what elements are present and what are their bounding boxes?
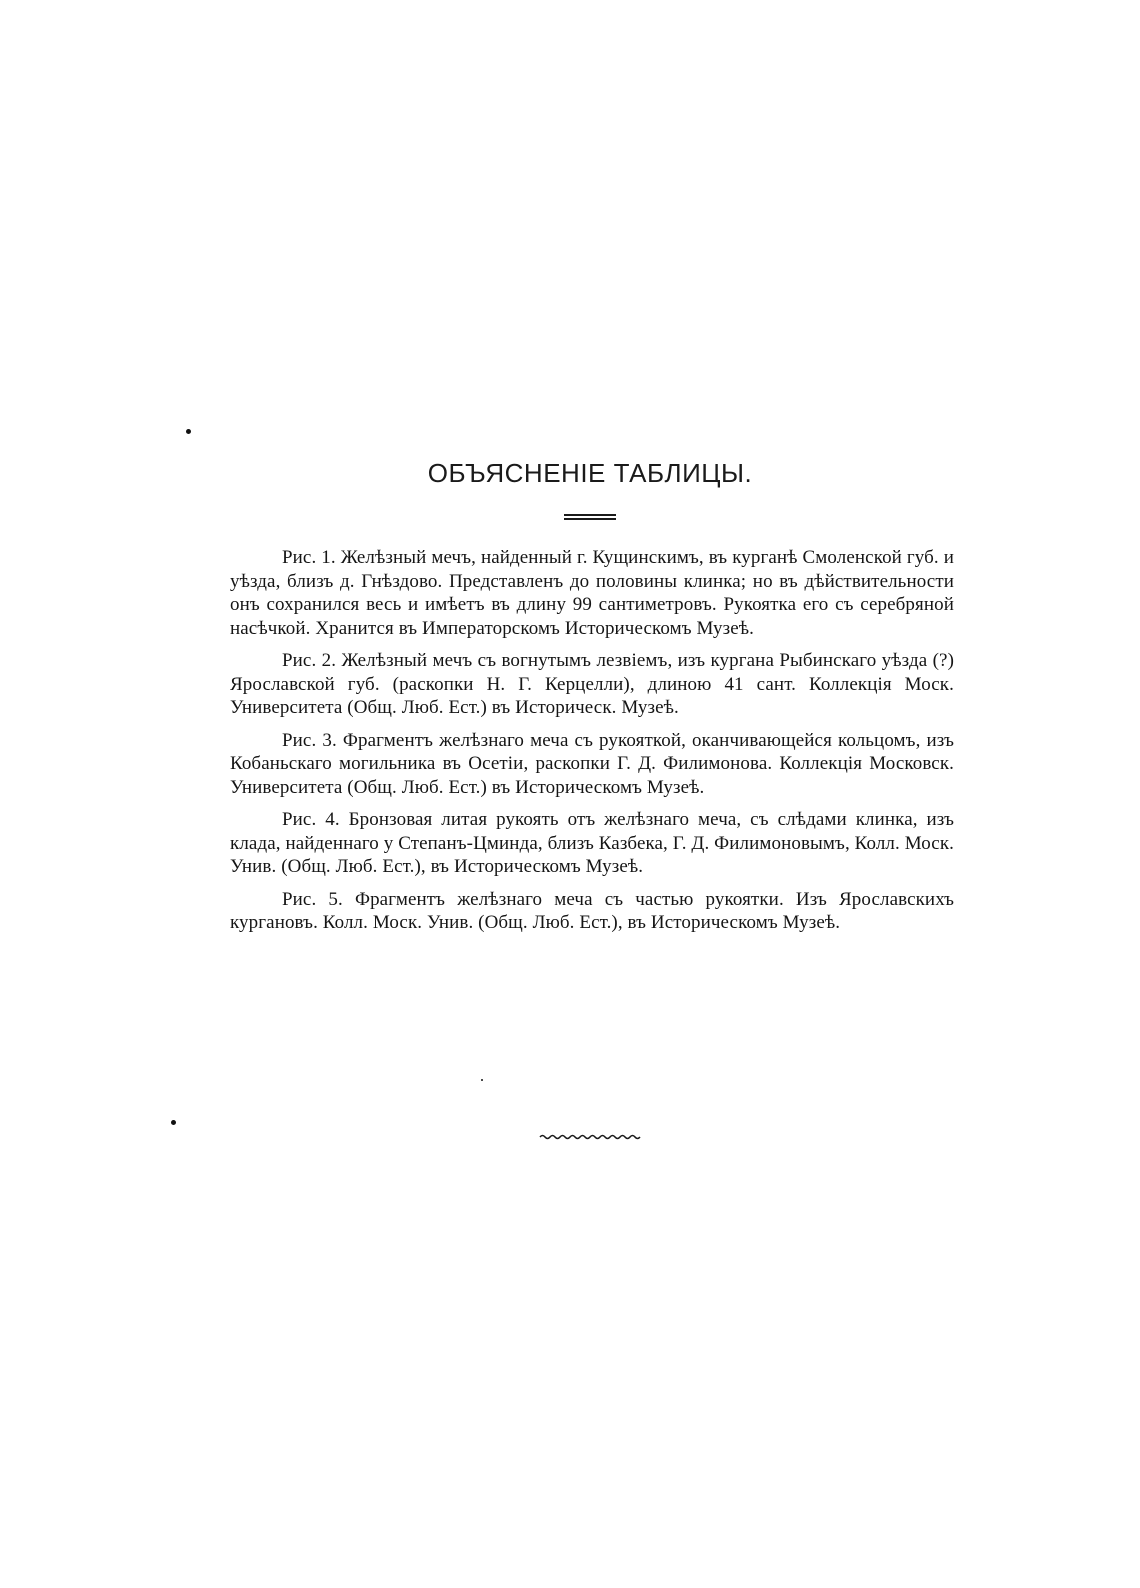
stray-dot-upper <box>186 429 191 434</box>
figure-4-caption: Рис. 4. Бронзовая литая рукоять отъ желѣзнаго меча, съ слѣдами клинка, изъ клада, найденнаго у Степанъ-Цминда, близъ Казбека, Г. Д. Филимоновымъ, Колл. Моск. Унив. (Общ. Люб. Ест.), въ Историческомъ Музеѣ. <box>230 809 955 877</box>
figure-5-caption: Рис. 5. Фрагментъ желѣзнаго меча съ частью рукоятки. Изъ Ярославскихъ кургановъ. Колл. Моск. Унив. (Общ. Люб. Ест.), въ Историческомъ Музеѣ. <box>230 888 954 933</box>
wavy-end-ornament <box>538 1132 642 1142</box>
explanation-text <box>230 546 954 944</box>
figure-2-caption: Рис. 2. Желѣзный мечъ съ вогнутымъ лезвіемъ, изъ кургана Рыбинскаго уѣзда (?) Ярославской губ. (раскопки Н. Г. Керцелли), длиною 41 сант. Коллекція Моск. Университета (Общ. Люб. Ест.) въ Историческ. Музеѣ. <box>230 650 954 718</box>
stray-dot-middle <box>481 1079 483 1081</box>
stray-dot-lower <box>171 1120 176 1125</box>
figure-3-caption: Рис. 3. Фрагментъ желѣзнаго меча съ рукояткой, оканчивающейся кольцомъ, изъ Кобаньскаго могильника въ Осетіи, раскопки Г. Д. Филимонова. Коллекція Московск. Университета (Общ. Люб. Ест.) въ Историческомъ Музеѣ. <box>230 729 954 798</box>
page-title: ОБЪЯСНЕНІЕ ТАБЛИЦЫ. <box>427 458 753 488</box>
title-double-rule <box>564 514 616 520</box>
figure-1-caption: Рис. 1. Желѣзный мечъ, найденный г. Кущинскимъ, въ курганѣ Смоленской губ. и уѣзда, близъ д. Гнѣздово. Представленъ до половины клинка; но въ дѣйствительности онъ сохранился весь и имѣетъ въ длину 99 сантиметровъ. Рукоятка его съ серебряной насѣчкой. Хранится въ Императорскомъ Историческомъ Музеѣ. <box>230 547 954 639</box>
